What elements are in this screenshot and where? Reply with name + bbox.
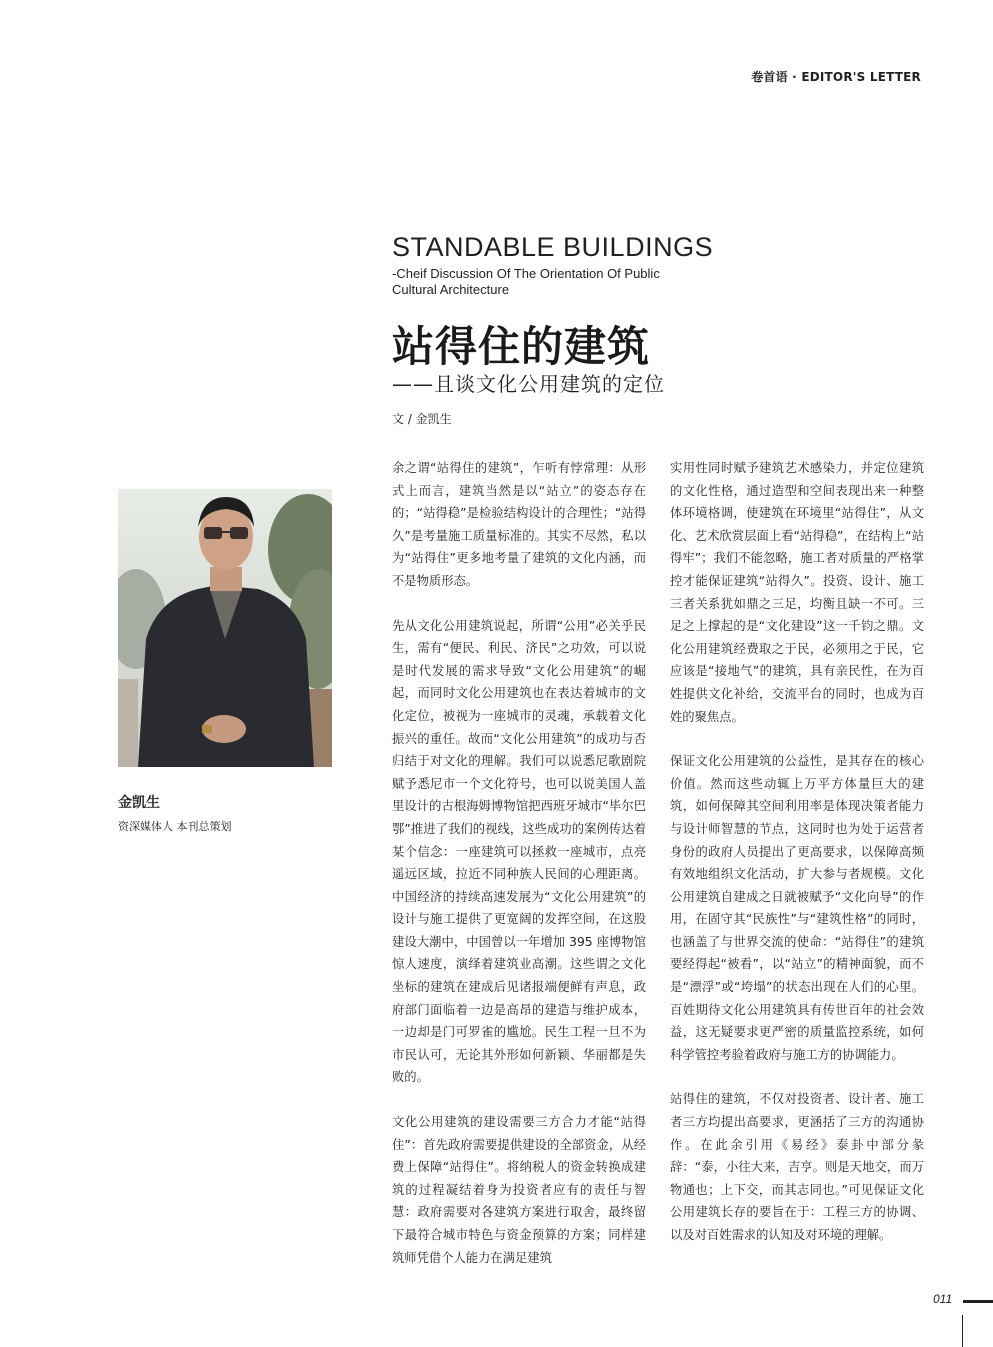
paragraph: 余之谓“站得住的建筑”，乍听有悖常理：从形式上而言，建筑当然是以“站立”的姿态存在的；“站得稳”是检验结构设计的合理性；“站得久”是考量施工质量标准的。其实不尽然，私以为“站得住”更多地考量了建筑的文化内涵，而不是物质形态。 bbox=[392, 461, 646, 588]
title-zh: 站得住的建筑 bbox=[392, 322, 651, 371]
subtitle-en: -Cheif Discussion Of The Orientation Of Public Cultural Architecture bbox=[392, 266, 660, 297]
title-en: STANDABLE BUILDINGS bbox=[392, 232, 714, 262]
page-number: 011 bbox=[933, 1292, 953, 1306]
paragraph: 文化公用建筑的建设需要三方合力才能“站得住”：首先政府需要提供建设的全部资金，从经费上保障“站得住”。将纳税人的资金转换成建筑的过程凝结着身为投资者应有的责任与智慧：政府需要对各建筑方案进行取舍，最终留下最符合城市特色与资金预算的方案；同样建筑师凭借个人能力在满足建筑 bbox=[392, 1115, 646, 1265]
paragraph: 先从文化公用建筑说起，所谓“公用”必关乎民生，需有“便民、利民、济民”之功效，可以说是时代发展的需求导致“文化公用建筑”的崛起，而同时文化公用建筑也在表达着城市的文化定位，被视为一座城市的灵魂，承载着文化振兴的重任。故而“文化公用建筑”的成功与否归结于对文化的理解。我们可以说悉尼歌剧院赋予悉尼市一个文化符号，也可以说美国人盖里设计的古根海姆博物馆把西班牙城市“毕尔巴鄂”推进了我们的视线，这些成功的案例传达着某个信念：一座建筑可以拯救一座城市，点亮遥远区域，拉近不同种族人民间的心理距离。中国经济的持续高速发展为“文化公用建筑”的设计与施工提供了更宽阔的发挥空间，在这股建设大潮中，中国曾以一年增加 395 座博物馆惊人速度，演绎着建筑业高潮。这些谓之文化坐标的建筑在建成后见诸报端便鲜有声息，政府部门面临着一边是高昂的建造与维护成本，一边却是门可罗雀的尴尬。民生工程一旦不为市民认可，无论其外形如何新颖、华丽都是失败的。 bbox=[392, 618, 646, 1085]
page-number-rule bbox=[963, 1300, 993, 1303]
article-column-left bbox=[392, 457, 646, 1291]
paragraph: 站得住的建筑，不仅对投资者、设计者、施工者三方均提出高要求，更涵括了三方的沟通协作。在此余引用《易经》泰卦中部分彖辞：“泰，小往大来，吉亨。则是天地交，而万物通也；上下交，而其志同也。”可见保证文化公用建筑长存的要旨在于：工程三方的协调、以及对百姓需求的认知及对环境的理解。 bbox=[670, 1092, 924, 1242]
paragraph: 实用性同时赋予建筑艺术感染力，并定位建筑的文化性格，通过造型和空间表现出来一种整体环境格调，使建筑在环境里“站得住”，从文化、艺术欣赏层面上看“站得稳”，在结构上“站得牢”；我们不能忽略，施工者对质量的严格掌控才能保证建筑“站得久”。投资、设计、施工三者关系犹如鼎之三足，均衡且缺一不可。三足之上撑起的是“文化建设”这一千钧之鼎。文化公用建筑经费取之于民，必须用之于民，它应该是“接地气”的建筑，具有亲民性，在为百姓提供文化补给，交流平台的同时，也成为百姓的聚焦点。 bbox=[670, 461, 924, 724]
byline: 文 / 金凯生 bbox=[392, 412, 452, 426]
page-edge-rule bbox=[962, 1315, 963, 1347]
section-tag: 卷首语 · EDITOR'S LETTER bbox=[751, 70, 921, 84]
author-photo bbox=[118, 489, 332, 767]
author-name: 金凯生 bbox=[118, 795, 160, 811]
article-column-right bbox=[670, 457, 924, 1269]
paragraph: 保证文化公用建筑的公益性，是其存在的核心价值。然而这些动辄上万平方体量巨大的建筑，如何保障其空间利用率是体现决策者能力与设计师智慧的节点，这同时也为处于运营者身份的政府人员提出了更高要求，以保障高频有效地组织文化活动，扩大参与者规模。文化公用建筑自建成之日就被赋予“文化向导”的作用，在固守其“民族性”与“建筑性格”的同时，也涵盖了与世界交流的使命：“站得住”的建筑要经得起“被看”，以“站立”的精神面貌，而不是“漂浮”或“垮塌”的状态出现在人们的心里。百姓期待文化公用建筑具有传世百年的社会效益，这无疑要求更严密的质量监控系统，如何科学管控考验着政府与施工方的协调能力。 bbox=[670, 754, 924, 1062]
author-role: 资深媒体人 本刊总策划 bbox=[118, 820, 232, 833]
subtitle-zh: ——且谈文化公用建筑的定位 bbox=[392, 372, 665, 396]
